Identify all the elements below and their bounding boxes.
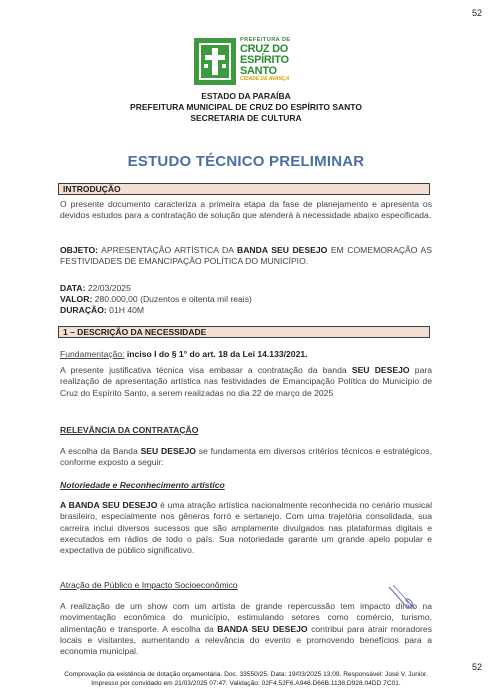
intro-paragraph: O presente documento caracteriza a primeira etapa da fase de planejamento e apresenta os devidos estudos para a contratação de solução que atenderá à necessidade abaixo especificada. (60, 199, 432, 221)
logo-prefix: PREFEITURA DE (240, 37, 291, 43)
page-title: ESTUDO TÉCNICO PRELIMINAR (127, 153, 365, 170)
fundamentacao-line (60, 349, 432, 360)
duracao-label: DURAÇÃO: (60, 305, 107, 315)
atracao-heading: Atração de Público e Impacto Socioeconômico (60, 580, 238, 590)
logo-city-line3: SANTO (240, 64, 277, 77)
justificativa-band: SEU DESEJO (351, 365, 410, 375)
justificativa-text-post: para realização de apresentação artística nas festividades de Emancipação Política do Município de Cruz do Espírito Santo, a serem realizadas no dia 22 de março de 2025 (60, 365, 432, 398)
objeto-text-post: EM COMEMORAÇÃO AS FESTIVIDADES DE EMANCIPAÇÃO POLÍTICA DO MUNICÍPIO. (60, 245, 432, 267)
objeto-label: OBJETO: (60, 245, 99, 255)
escolha-text-pre: A escolha da Banda (60, 446, 141, 456)
valor-line (60, 294, 432, 305)
logo-city-line2: ESPÍRITO (240, 53, 289, 66)
logo-emblem-icon (194, 38, 236, 85)
escolha-text-post: se fundamenta em diversos critérios técnicos e estratégicos, conforme exposto a seguir: (60, 446, 432, 468)
relevancia-heading: RELEVÂNCIA DA CONTRATAÇÃO (60, 425, 199, 435)
atracao-paragraph (60, 601, 432, 657)
signature-mark-icon (385, 583, 425, 611)
objeto-paragraph (60, 245, 432, 268)
data-label: DATA: (60, 283, 86, 293)
escolha-band: SEU DESEJO (140, 446, 196, 456)
notoriedade-paragraph (60, 500, 432, 556)
notoriedade-text: é uma atração artística nacionalmente reconhecida no cenário musical brasileiro, especialmente nos gêneros forró e sertanejo. Com uma trajetória consolidada, sua carreira inclui diversos sucessos que são amplamente divulgados nas plataformas digitais e executados em rádios de todo o país. Sua notoriedade garante um grande apelo popular e expectativa de público significativo. (60, 500, 432, 556)
section-heading-descricao: 1 – DESCRIÇÃO DA NECESSIDADE (58, 326, 430, 338)
header-prefecture: PREFEITURA MUNICIPAL DE CRUZ DO ESPÍRITO SANTO (130, 102, 362, 112)
page-number-top: 52 (471, 8, 482, 18)
escolha-paragraph (60, 446, 432, 469)
data-line (60, 283, 432, 294)
duracao-value: 01H 40M (106, 305, 145, 315)
notoriedade-heading: Notoriedade e Reconhecimento artístico (60, 480, 225, 490)
logo-slogan: CIDADE DE AVANÇA (240, 75, 290, 82)
objeto-band: BANDA SEU DESEJO (237, 245, 328, 255)
justificativa-text-pre: A presente justificativa técnica visa embasar a contratação da banda (60, 365, 352, 375)
valor-label: VALOR: (60, 294, 93, 304)
justificativa-paragraph (60, 365, 432, 399)
atracao-band: BANDA SEU DESEJO (217, 623, 308, 634)
atracao-text-post: contribui para atrair moradores locais e visitantes, aumentando a relevância do evento e promovendo benefícios para a economia municipal. (60, 623, 432, 657)
notoriedade-band: A BANDA SEU DESEJO (60, 500, 158, 510)
objeto-text-pre: APRESENTAÇÃO ARTÍSTICA DA (98, 245, 237, 255)
atracao-text-pre: A realização de um show com um artista de grande repercussão tem impacto direto na movimentação econômica do município, estimulando setores como comércio, turismo, alimentação e transporte. A escolha da (60, 601, 432, 634)
page-number-bottom: 52 (471, 662, 482, 672)
footer-line-1: Comprovação da existência de dotação orçamentária. Doc. 33550/25. Data: 19/03/2025 13:09. Responsável: José V. Junior. (64, 671, 428, 678)
valor-value: 280.000,00 (Duzentos e oitenta mil reais) (92, 294, 252, 304)
logo-wordmark (240, 38, 304, 82)
data-value: 22/03/2025 (85, 283, 131, 293)
prefecture-logo (194, 38, 302, 85)
header-state: ESTADO DA PARAÍBA (201, 91, 291, 101)
fundamentacao-label: Fundamentação: (60, 349, 125, 359)
header-secretariat: SECRETARIA DE CULTURA (190, 113, 302, 123)
footer-line-2: Impresso por convidado em 21/03/2025 07:47. Validação: 02F4.52F6.A946.D66B.1138.D928.04DD.7C01. (91, 680, 401, 687)
logo-city-line1: CRUZ DO (240, 42, 289, 55)
duracao-line (60, 305, 432, 316)
section-heading-introducao: INTRODUÇÃO (58, 183, 430, 195)
fundamentacao-value: inciso I do § 1° do art. 18 da Lei 14.133/2021. (124, 349, 308, 359)
